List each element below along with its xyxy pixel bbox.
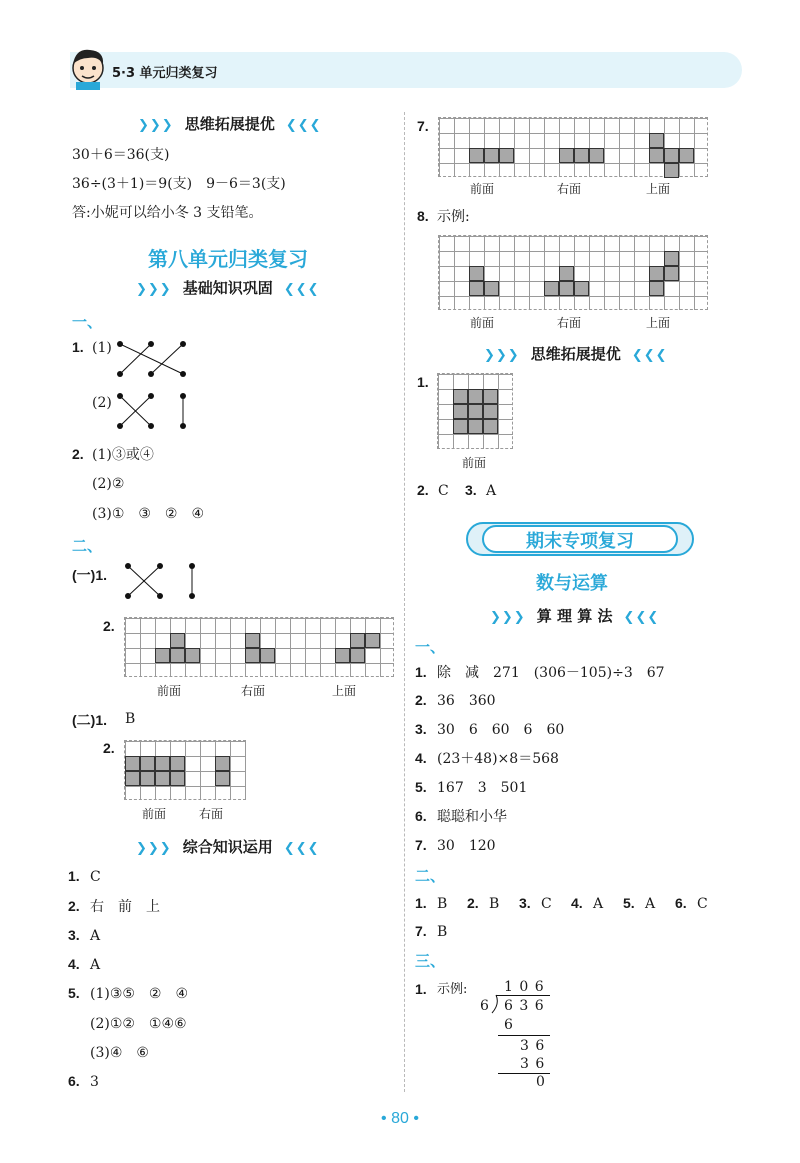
topic-title: 数与运算 <box>536 573 608 594</box>
answer-text: A <box>645 896 656 912</box>
chevron-left-icon: ❮❮❮ <box>283 841 320 856</box>
view-label: 右面 <box>557 316 582 330</box>
solution-line: 30＋6＝36(支) <box>72 147 170 163</box>
question-number: (一)1. <box>72 567 107 583</box>
view-label: 前面 <box>470 316 495 330</box>
question-number: 2. <box>72 446 84 462</box>
unit-title: 第八单元归类复习 <box>148 247 308 271</box>
division-quotient: 1 0 6 <box>504 979 545 995</box>
view-label: 上面 <box>646 182 671 196</box>
answer-text: 30 120 <box>437 838 496 854</box>
answer-text: B <box>437 924 448 940</box>
question-number: 7. <box>415 923 427 939</box>
answer-text: A <box>486 483 497 499</box>
answer-text: C <box>697 896 708 912</box>
section-title: 思维拓展提优 <box>530 345 621 363</box>
division-line <box>498 1035 550 1036</box>
view-label: 右面 <box>241 684 266 698</box>
answer-text: A <box>90 928 101 944</box>
chevron-left-icon: ❮❮❮ <box>631 348 668 363</box>
answer-text: B <box>437 896 448 912</box>
mascot-icon <box>68 46 108 90</box>
answer-text: B <box>125 711 136 727</box>
view-grid <box>437 373 513 449</box>
question-number: 1. <box>72 339 84 355</box>
solution-line: 36÷(3＋1)＝9(支) 9－6＝3(支) <box>72 176 286 192</box>
view-label: 上面 <box>332 684 357 698</box>
part-heading: 三、 <box>415 952 446 970</box>
question-number: 2. <box>103 740 115 756</box>
part-heading: 二、 <box>415 867 446 885</box>
answer-text: 3 <box>90 1074 99 1090</box>
answer-text: 36 360 <box>437 693 496 709</box>
answer-text: 167 3 501 <box>437 780 528 796</box>
question-number: 2. <box>467 895 479 911</box>
division-divisor: 6 <box>480 998 489 1014</box>
chevron-left-icon: ❮❮❮ <box>283 282 320 297</box>
question-number: 8. <box>417 208 429 224</box>
matching-lines-1 <box>115 340 195 380</box>
division-step: 3 6 <box>520 1056 546 1072</box>
question-number: 1. <box>415 664 427 680</box>
chevron-right-icon: ❯❯❯ <box>136 282 172 297</box>
section-basic <box>136 277 320 298</box>
matching-lines-2 <box>115 392 195 432</box>
section-applied <box>136 836 320 857</box>
answer-text: 示例: <box>437 209 470 225</box>
answer-text: C <box>90 869 101 885</box>
question-number: 6. <box>68 1073 80 1089</box>
question-number: 2. <box>68 898 80 914</box>
division-step: 3 6 <box>520 1038 546 1054</box>
final-review-title: 期末专项复习 <box>526 531 634 552</box>
answer-text: (3)① ③ ② ④ <box>92 506 205 522</box>
question-number: 4. <box>571 895 583 911</box>
answer-text: (2)①② ①④⑥ <box>90 1016 187 1032</box>
section-title: 基础知识巩固 <box>182 279 273 297</box>
sub-label: (1) <box>92 340 112 356</box>
division-bracket-icon <box>490 994 500 1014</box>
answer-text: 除 减 271 (306－105)÷3 67 <box>437 665 665 681</box>
part-heading: 一、 <box>415 638 446 656</box>
view-grid <box>124 740 246 800</box>
part-heading: 二、 <box>72 537 103 555</box>
view-grid <box>124 617 394 677</box>
answer-text: 右 前 上 <box>90 899 160 915</box>
answer-text: (23＋48)×8＝568 <box>437 751 559 767</box>
question-number: 5. <box>623 895 635 911</box>
answer-text: C <box>438 483 449 499</box>
view-label: 右面 <box>557 182 582 196</box>
question-number: 1. <box>417 374 429 390</box>
question-number: 2. <box>103 618 115 634</box>
question-number: 3. <box>68 927 80 943</box>
division-remainder: 0 <box>536 1074 545 1090</box>
view-label: 上面 <box>646 316 671 330</box>
question-number: 1. <box>68 868 80 884</box>
view-label: 前面 <box>470 182 495 196</box>
question-number: 6. <box>415 808 427 824</box>
answer-text: (1)③或④ <box>92 447 154 463</box>
view-grid <box>438 235 708 310</box>
answer-text: 示例: <box>437 982 468 997</box>
chevron-right-icon: ❯❯❯ <box>484 348 520 363</box>
answer-text: C <box>541 896 552 912</box>
chevron-left-icon: ❮❮❮ <box>285 118 322 133</box>
answer-text: 聪聪和小华 <box>437 809 507 825</box>
view-label: 前面 <box>157 684 182 698</box>
question-number: 5. <box>68 985 80 1001</box>
section-title: 综合知识运用 <box>182 838 273 856</box>
question-number: (二)1. <box>72 712 107 728</box>
question-number: 3. <box>519 895 531 911</box>
division-step: 6 <box>504 1017 513 1033</box>
question-number: 6. <box>675 895 687 911</box>
answer-text: A <box>593 896 604 912</box>
sub-label: (2) <box>92 395 112 411</box>
question-number: 4. <box>415 750 427 766</box>
answer-text: A <box>90 957 101 973</box>
question-number: 5. <box>415 779 427 795</box>
question-number: 1. <box>415 895 427 911</box>
chevron-left-icon: ❮❮❮ <box>623 610 660 625</box>
answer-text: 30 6 60 6 60 <box>437 722 565 738</box>
choice-row <box>415 895 735 913</box>
page-number: • 80 • <box>381 1110 419 1127</box>
question-number: 3. <box>465 482 477 498</box>
column-divider <box>404 112 405 1092</box>
section-methods <box>490 605 659 626</box>
division-bar <box>496 995 550 996</box>
long-division <box>478 978 568 1088</box>
answer-text: (3)④ ⑥ <box>90 1045 149 1061</box>
solution-answer: 答:小妮可以给小冬 3 支铅笔。 <box>72 205 263 221</box>
view-label: 前面 <box>462 456 487 470</box>
part-heading: 一、 <box>72 313 103 331</box>
section-title: 思维拓展提优 <box>184 115 275 133</box>
answer-text: (2)② <box>92 476 125 492</box>
header-title: 5·3 单元归类复习 <box>112 66 218 81</box>
section-thinking <box>484 343 668 364</box>
view-grid <box>438 117 708 177</box>
chevron-right-icon: ❯❯❯ <box>136 841 172 856</box>
question-number: 4. <box>68 956 80 972</box>
section-title: 算 理 算 法 <box>536 607 613 625</box>
view-label: 右面 <box>199 807 224 821</box>
answer-text: B <box>489 896 500 912</box>
question-number: 3. <box>415 721 427 737</box>
answer-text: (1)③⑤ ② ④ <box>90 986 189 1002</box>
question-number: 7. <box>417 118 429 134</box>
view-label: 前面 <box>142 807 167 821</box>
question-number: 2. <box>417 482 429 498</box>
question-number: 1. <box>415 981 427 997</box>
section-thinking <box>138 113 322 134</box>
question-number: 7. <box>415 837 427 853</box>
question-number: 2. <box>415 692 427 708</box>
matching-lines-3 <box>122 562 202 602</box>
chevron-right-icon: ❯❯❯ <box>138 118 174 133</box>
chevron-right-icon: ❯❯❯ <box>490 610 526 625</box>
division-dividend: 6 3 6 <box>504 998 545 1014</box>
